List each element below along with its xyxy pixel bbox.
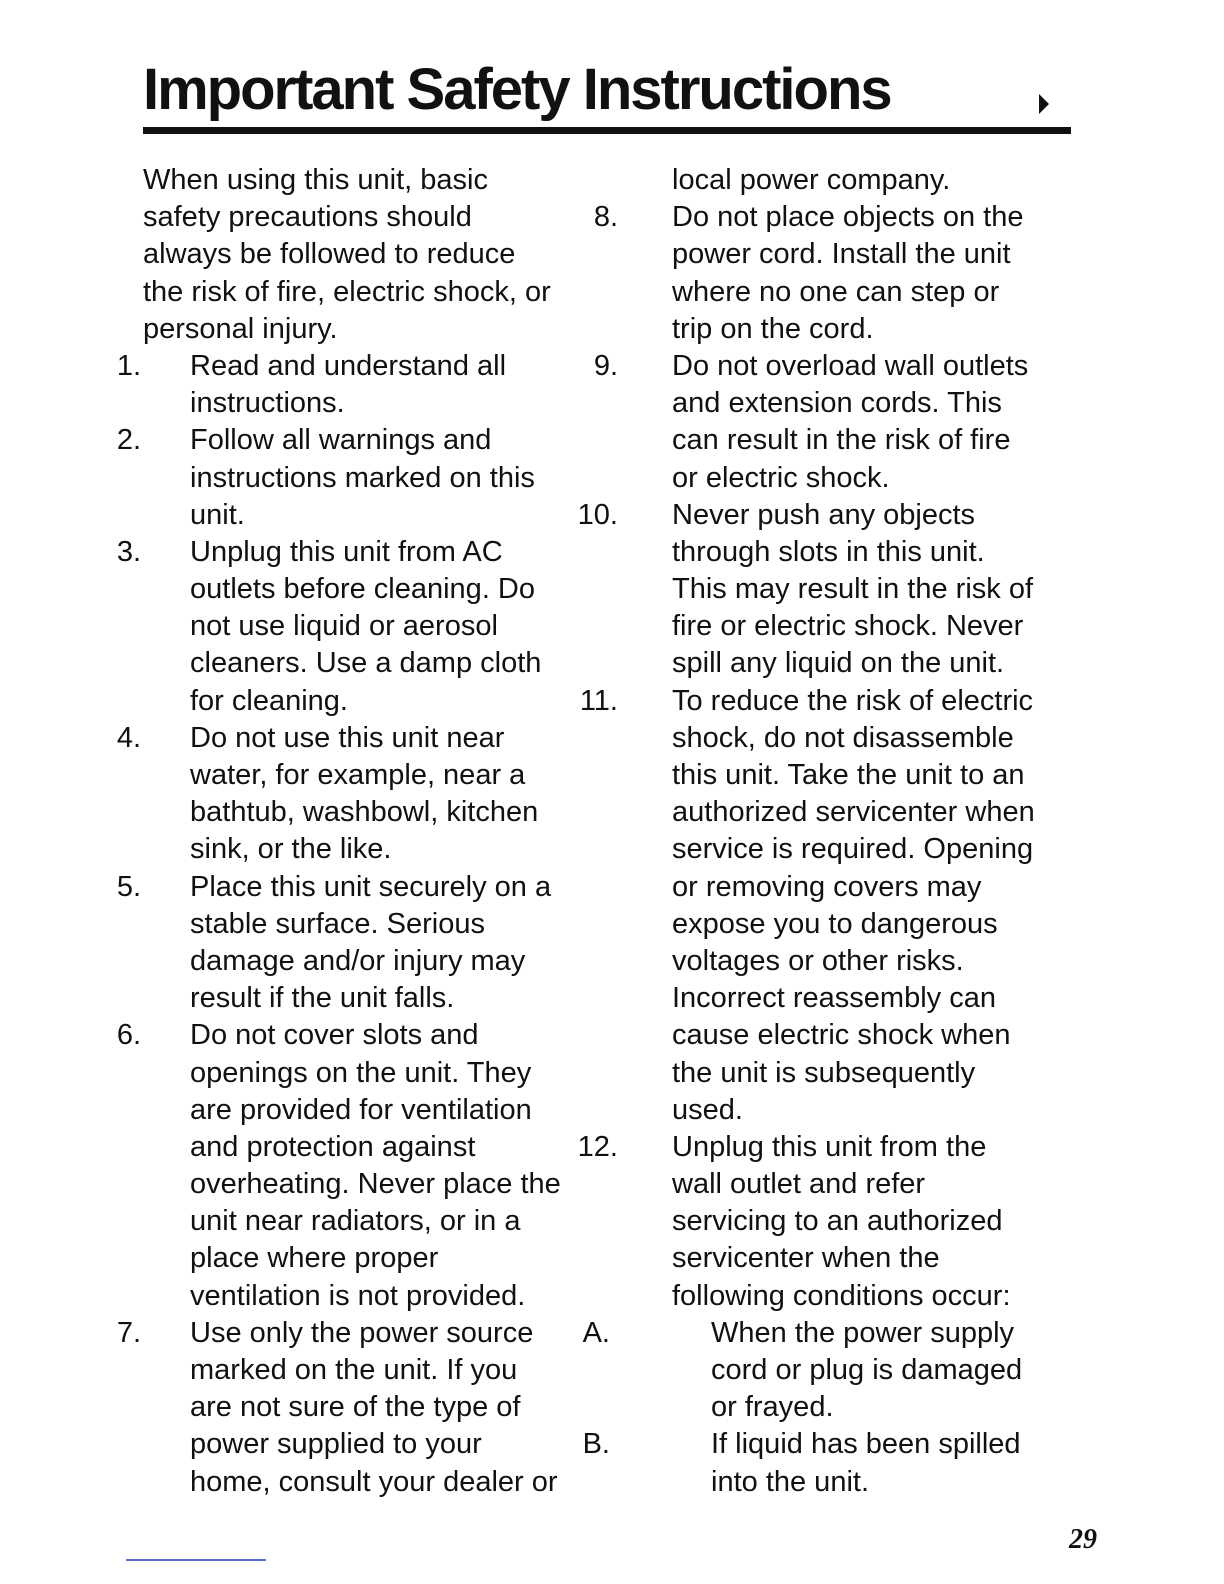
list-item-number: 7.	[116, 1316, 141, 1349]
list-item-number: 9.	[593, 349, 618, 382]
list-item-10-line: This may result in the risk of	[672, 573, 1033, 606]
list-item-4-line	[116, 720, 613, 757]
list-item-6-line: are provided for ventilation	[190, 1093, 532, 1126]
list-item-3-line: not use liquid or aerosol	[190, 610, 498, 643]
list-item-3-line: for cleaning.	[190, 684, 348, 717]
list-item-11-line	[579, 683, 1080, 720]
list-item-3-line	[116, 534, 613, 571]
list-item-11-line: voltages or other risks.	[672, 944, 964, 977]
left-column	[116, 162, 613, 1501]
intro-line: the risk of fire, electric shock, or	[143, 275, 551, 308]
list-item-4-line: water, for example, near a	[190, 759, 526, 791]
page-title: Important Safety Instructions	[143, 57, 891, 122]
list-item-9-line: can result in the risk of fire	[672, 424, 1011, 457]
right-column	[577, 162, 1080, 1501]
list-item-8-line: power cord. Install the unit	[672, 238, 1011, 271]
list-item-9-line: or electric shock.	[672, 461, 890, 494]
list-item-5-line: damage and/or injury may	[190, 944, 526, 977]
list-item-number: 5.	[116, 870, 141, 903]
list-item-10-line: fire or electric shock. Never	[672, 610, 1024, 643]
list-item-12-line: servicing to an authorized	[672, 1205, 1003, 1238]
list-item-number: 6.	[116, 1019, 141, 1052]
list-item-11-line: the unit is subsequently	[672, 1056, 976, 1089]
list-item-11-line: this unit. Take the unit to an	[672, 759, 1025, 791]
list-item-12-line	[577, 1129, 1080, 1166]
list-item-number: 11.	[579, 684, 618, 717]
list-item-9-line: and extension cords. This	[672, 387, 1002, 420]
list-item-5-line: result if the unit falls.	[190, 982, 455, 1015]
intro-line: personal injury.	[143, 312, 338, 345]
list-item-7-line: marked on the unit. If you	[190, 1354, 518, 1386]
list-item-10-line: spill any liquid on the unit.	[672, 647, 1005, 680]
list-item-9-line	[593, 348, 1080, 385]
list-item-number: 8.	[593, 201, 618, 234]
list-item-number: 1.	[116, 349, 141, 382]
list-item-12-line: following conditions occur:	[672, 1279, 1011, 1312]
list-item-7-line: local power company.	[672, 164, 951, 196]
list-item-2-line: unit.	[190, 498, 245, 531]
list-item-11-line: used.	[672, 1093, 743, 1126]
list-item-11-line: expose you to dangerous	[672, 907, 998, 940]
continue-arrow-icon	[1038, 92, 1050, 116]
list-item-7-line: power supplied to your	[190, 1428, 482, 1461]
sub-item-a-line	[582, 1315, 1080, 1352]
list-item-11-line: cause electric shock when	[672, 1019, 1011, 1052]
list-item-6-line: and protection against	[190, 1130, 476, 1163]
intro-line: always be followed to reduce	[143, 238, 516, 271]
list-item-10-line: through slots in this unit.	[672, 535, 985, 568]
list-item-1-line: instructions.	[190, 387, 345, 420]
list-item-number: 4.	[116, 721, 141, 754]
title-rule	[143, 127, 1071, 134]
list-item-text: Do not overload wall outlets	[672, 349, 1029, 382]
list-item-3-line: cleaners. Use a damp cloth	[190, 647, 542, 680]
list-item-text: To reduce the risk of electric	[672, 684, 1034, 717]
list-item-12-line: wall outlet and refer	[672, 1168, 926, 1201]
list-item-6-line: unit near radiators, or in a	[190, 1205, 521, 1238]
list-item-6-line: openings on the unit. They	[190, 1056, 532, 1089]
list-item-7-line: are not sure of the type of	[190, 1391, 521, 1424]
list-item-text: Unplug this unit from AC	[190, 535, 503, 568]
list-item-3-line: outlets before cleaning. Do	[190, 573, 535, 606]
list-item-text: Never push any objects	[672, 498, 976, 531]
list-item-11-line: authorized servicenter when	[672, 796, 1035, 829]
list-item-6-line	[116, 1017, 613, 1054]
sub-item-b-line: into the unit.	[711, 1465, 869, 1498]
sub-item-b-line	[582, 1426, 1080, 1463]
list-item-5-line	[116, 869, 613, 906]
list-item-4-line: sink, or the like.	[190, 833, 392, 866]
list-item-7-line: home, consult your dealer or	[190, 1465, 558, 1498]
intro-line: safety precautions should	[143, 201, 472, 234]
list-item-6-line: ventilation is not provided.	[190, 1279, 526, 1312]
list-item-2-line	[116, 422, 613, 459]
list-item-10-line	[577, 497, 1080, 534]
sub-item-a-line: or frayed.	[711, 1391, 834, 1424]
list-item-text: Use only the power source	[190, 1316, 534, 1349]
sub-item-text: If liquid has been spilled	[711, 1428, 1021, 1461]
list-item-text: Do not place objects on the	[672, 201, 1024, 234]
list-item-5-line: stable surface. Serious	[190, 907, 485, 940]
list-item-6-line: overheating. Never place the	[190, 1168, 561, 1201]
list-item-8-line: trip on the cord.	[672, 312, 874, 345]
list-item-text: Unplug this unit from the	[672, 1130, 987, 1163]
list-item-4-line: bathtub, washbowl, kitchen	[190, 796, 539, 829]
list-item-text: Do not use this unit near	[190, 721, 505, 754]
list-item-11-line: or removing covers may	[672, 870, 982, 903]
list-item-text: Place this unit securely on a	[190, 870, 552, 903]
list-item-11-line: shock, do not disassemble	[672, 721, 1014, 754]
list-item-8-line: where no one can step or	[672, 275, 1000, 308]
sub-item-text: When the power supply	[711, 1316, 1015, 1349]
sub-item-a-line: cord or plug is damaged	[711, 1354, 1023, 1386]
list-item-12-line: servicenter when the	[672, 1242, 940, 1275]
list-item-number: 2.	[116, 424, 141, 457]
page-number: 29	[1069, 1524, 1097, 1555]
list-item-number: 3.	[116, 535, 141, 568]
list-item-2-line: instructions marked on this	[190, 461, 535, 494]
list-item-1-line	[116, 348, 613, 385]
list-item-text: Do not cover slots and	[190, 1019, 479, 1052]
scan-edge-line	[126, 1559, 266, 1561]
list-item-number: 12.	[577, 1130, 618, 1163]
intro-line: When using this unit, basic	[143, 164, 488, 196]
list-item-8-line	[593, 199, 1080, 236]
list-item-number: 10.	[577, 498, 618, 531]
list-item-7-line	[116, 1315, 613, 1352]
list-item-text: Follow all warnings and	[190, 424, 492, 457]
list-item-6-line: place where proper	[190, 1242, 439, 1275]
list-item-11-line: Incorrect reassembly can	[672, 982, 996, 1015]
list-item-11-line: service is required. Opening	[672, 833, 1034, 866]
sub-item-letter: B.	[582, 1428, 610, 1461]
sub-item-letter: A.	[582, 1316, 610, 1349]
list-item-text: Read and understand all	[190, 349, 507, 382]
